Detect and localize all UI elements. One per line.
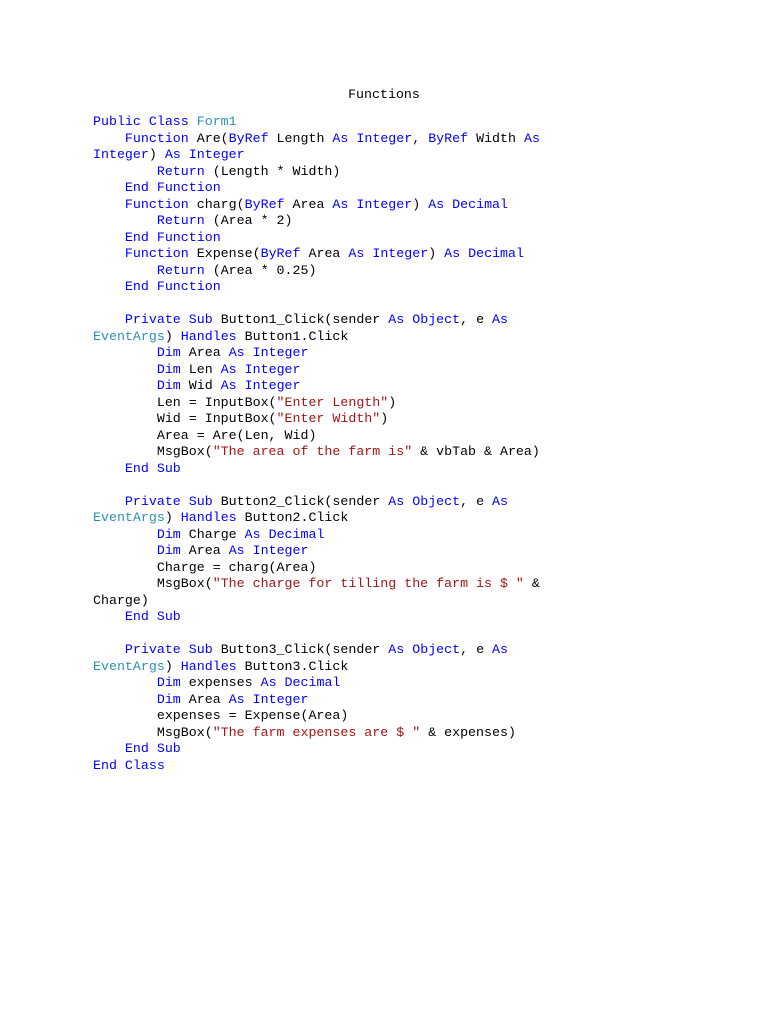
code-text-token <box>93 741 125 756</box>
code-text-token: Are( <box>188 130 229 146</box>
code-line <box>93 725 633 742</box>
keyword-token: Decimal <box>268 526 325 542</box>
code-line <box>93 692 633 709</box>
code-line <box>93 131 633 148</box>
keyword-token: End Function <box>124 279 221 294</box>
type-token: Form1 <box>196 114 237 129</box>
code-text-token: ) <box>164 328 181 344</box>
keyword-token: Dim <box>156 543 181 558</box>
keyword-token: Integer <box>188 147 245 162</box>
code-text-token: (Area * 2) <box>204 213 293 228</box>
keyword-token: Return <box>156 163 205 179</box>
keyword-token: Dim <box>156 345 181 360</box>
code-line <box>93 114 633 131</box>
code-text-token <box>277 675 285 690</box>
code-text-token: ) <box>428 246 445 261</box>
code-text-token: Charge) <box>93 592 149 608</box>
code-text-token: Button2.Click <box>236 510 349 525</box>
keyword-token: As <box>228 345 245 360</box>
code-text-token: ) <box>164 510 181 525</box>
code-text-token <box>93 362 157 377</box>
code-text-token: Len <box>180 361 221 377</box>
code-text-token: charg( <box>188 196 245 212</box>
code-text-token <box>237 378 245 393</box>
code-text-token: Button3_Click(sender <box>212 642 389 657</box>
code-line <box>93 527 633 544</box>
code-text-token: , e <box>460 642 493 657</box>
code-text-token <box>93 527 157 542</box>
code-text-token <box>93 543 157 558</box>
keyword-token: Dim <box>156 361 181 377</box>
code-text-token: Charge <box>180 526 245 542</box>
keyword-token: As <box>164 147 181 162</box>
code-text-token: & expenses) <box>420 724 516 740</box>
code-text-token: (Area * 0.25) <box>204 262 317 278</box>
code-text-token <box>181 312 189 327</box>
keyword-token: As <box>220 361 237 377</box>
code-text-token <box>93 197 125 212</box>
keyword-token: As <box>428 196 445 212</box>
code-text-token <box>245 543 253 558</box>
keyword-token: Return <box>156 262 205 278</box>
keyword-token: Integer <box>356 130 413 146</box>
code-line <box>93 362 633 379</box>
code-text-token: , e <box>460 312 493 327</box>
keyword-token: ByRef <box>244 196 285 212</box>
keyword-token: As <box>244 526 261 542</box>
document-title: Functions <box>348 87 420 102</box>
keyword-token: Decimal <box>452 196 509 212</box>
code-line <box>93 411 633 428</box>
keyword-token: As <box>228 543 245 558</box>
keyword-token: Public Class <box>93 114 197 129</box>
keyword-token: Dim <box>156 378 181 393</box>
string-token: "The farm expenses are $ " <box>212 724 421 740</box>
code-text-token: Button2_Click(sender <box>212 493 389 509</box>
keyword-token: Handles <box>180 658 237 674</box>
code-line <box>93 576 633 593</box>
keyword-token: ByRef <box>260 246 301 261</box>
code-text-token: Area <box>180 345 229 360</box>
code-text-token: Expense( <box>188 246 261 261</box>
code-text-token: expenses = Expense(Area) <box>93 708 349 723</box>
string-token: "Enter Length" <box>276 394 389 410</box>
code-line <box>93 147 633 164</box>
keyword-token: Dim <box>156 691 181 707</box>
code-line <box>93 329 633 346</box>
code-line <box>93 642 633 659</box>
keyword-token: Integer <box>244 361 301 377</box>
code-text-token: Length <box>268 130 333 146</box>
keyword-token: End Sub <box>124 741 181 756</box>
code-text-token <box>93 131 125 146</box>
code-line <box>93 494 633 511</box>
code-line <box>93 444 633 461</box>
code-line <box>93 543 633 560</box>
code-text-token: Button1_Click(sender <box>212 312 389 327</box>
code-text-token: Width <box>468 130 524 146</box>
keyword-token: As <box>492 312 509 327</box>
keyword-token: End Sub <box>124 460 181 476</box>
code-line <box>93 675 633 692</box>
keyword-token: Object <box>412 642 461 657</box>
keyword-token: Integer <box>252 543 309 558</box>
code-line <box>93 263 633 280</box>
keyword-token: ByRef <box>428 130 469 146</box>
keyword-token: End Class <box>93 757 165 773</box>
code-line <box>93 461 633 478</box>
keyword-token: As <box>523 130 540 146</box>
code-text-token: (Length * Width) <box>204 163 341 179</box>
keyword-token: Handles <box>180 328 237 344</box>
code-line <box>93 312 633 329</box>
keyword-token: As <box>332 196 349 212</box>
keyword-token: Handles <box>180 510 237 525</box>
code-text-token: & vbTab & Area) <box>412 444 540 459</box>
code-line <box>93 164 633 181</box>
keyword-token: Function <box>124 246 189 261</box>
code-line <box>93 560 633 577</box>
keyword-token: Integer <box>356 196 413 212</box>
keyword-token: End Function <box>124 229 221 245</box>
keyword-token: As <box>492 642 509 657</box>
code-text-token <box>181 494 189 509</box>
code-line <box>93 428 633 445</box>
keyword-token: Private <box>124 642 181 657</box>
code-text-token: ) <box>164 658 181 674</box>
keyword-token: As <box>260 675 277 690</box>
code-text-token: , e <box>460 493 493 509</box>
keyword-token: Private <box>124 312 181 327</box>
code-line <box>93 741 633 758</box>
code-text-token <box>93 378 157 393</box>
code-text-token <box>93 312 125 327</box>
code-text-token <box>93 180 125 195</box>
code-line <box>93 279 633 296</box>
code-text-token <box>93 230 125 245</box>
code-text-token: MsgBox( <box>93 576 213 591</box>
code-line <box>93 708 633 725</box>
type-token: EventArgs <box>93 510 165 525</box>
code-text-token: Area = Are(Len, Wid) <box>93 427 317 443</box>
code-text-token: Button1.Click <box>236 328 349 344</box>
code-text-token: Charge = charg(Area) <box>93 559 317 575</box>
keyword-token: Function <box>124 196 189 212</box>
code-line <box>93 246 633 263</box>
keyword-token: As <box>388 493 405 509</box>
keyword-token: As <box>220 378 237 393</box>
keyword-token: Function <box>124 130 189 146</box>
code-line <box>93 758 633 775</box>
code-text-token <box>460 246 468 261</box>
keyword-token: Dim <box>156 526 181 542</box>
string-token: "The charge for tilling the farm is $ " <box>212 576 524 591</box>
keyword-token: As <box>348 246 365 261</box>
keyword-token: Sub <box>188 493 213 509</box>
keyword-token: Return <box>156 213 205 228</box>
code-line <box>93 345 633 362</box>
code-text-token: Len = InputBox( <box>93 394 277 410</box>
keyword-token: As <box>332 130 349 146</box>
code-line <box>93 593 633 610</box>
code-text-token: Area <box>300 246 349 261</box>
code-text-token: Area <box>180 691 229 707</box>
keyword-token: Integer <box>252 345 309 360</box>
code-line <box>93 230 633 247</box>
code-text-token <box>93 246 125 261</box>
keyword-token: As <box>388 312 405 327</box>
code-text-token <box>93 213 157 228</box>
code-text-token <box>181 642 189 657</box>
code-text-token <box>93 642 125 657</box>
code-text-token: Button3.Click <box>236 658 349 674</box>
code-text-token <box>444 197 452 212</box>
string-token: "Enter Width" <box>276 411 381 426</box>
type-token: EventArgs <box>93 328 165 344</box>
code-text-token <box>93 164 157 179</box>
code-text-token: Wid = InputBox( <box>93 411 277 426</box>
code-line <box>93 609 633 626</box>
code-line <box>93 378 633 395</box>
keyword-token: End Function <box>124 180 221 195</box>
code-text-token <box>261 527 269 542</box>
code-text-token <box>93 263 157 278</box>
code-text-token <box>245 345 253 360</box>
string-token: "The area of the farm is" <box>212 444 413 459</box>
keyword-token: Sub <box>188 312 213 327</box>
code-line <box>93 197 633 214</box>
code-line <box>93 395 633 412</box>
keyword-token: As <box>444 246 461 261</box>
code-text-token: Wid <box>180 378 221 393</box>
code-listing <box>93 114 633 774</box>
code-line <box>93 296 633 313</box>
keyword-token: As <box>388 642 405 657</box>
code-text-token: ) <box>148 147 165 162</box>
code-text-token: ) <box>412 196 429 212</box>
keyword-token: Decimal <box>468 246 524 261</box>
code-text-token: & <box>523 576 540 591</box>
keyword-token: Decimal <box>284 675 341 690</box>
keyword-token: Integer <box>252 691 309 707</box>
code-text-token: ) <box>388 394 397 410</box>
keyword-token: Dim <box>156 675 181 690</box>
type-token: EventArgs <box>93 658 165 674</box>
code-text-token: MsgBox( <box>93 444 213 459</box>
code-text-token: Area <box>180 543 229 558</box>
code-line <box>93 180 633 197</box>
keyword-token: Sub <box>188 642 213 657</box>
keyword-token: As <box>492 493 509 509</box>
code-text-token <box>93 345 157 360</box>
code-text-token <box>181 147 189 162</box>
code-text-token: MsgBox( <box>93 724 213 740</box>
code-text-token <box>93 692 157 707</box>
code-text-token <box>93 494 125 509</box>
keyword-token: Integer <box>93 147 149 162</box>
keyword-token: Object <box>412 312 461 327</box>
code-text-token <box>93 609 125 624</box>
code-text-token: ) <box>380 411 389 426</box>
code-line <box>93 659 633 676</box>
keyword-token: ByRef <box>228 130 269 146</box>
code-line <box>93 213 633 230</box>
keyword-token: End Sub <box>124 609 181 624</box>
code-text-token: , <box>412 130 429 146</box>
code-line <box>93 510 633 527</box>
code-text-token: Area <box>284 196 333 212</box>
code-text-token <box>245 692 253 707</box>
keyword-token: Integer <box>372 246 429 261</box>
keyword-token: Private <box>124 493 181 509</box>
keyword-token: Integer <box>244 378 301 393</box>
code-text-token <box>93 461 125 476</box>
code-line <box>93 626 633 643</box>
code-line <box>93 477 633 494</box>
code-text-token <box>237 362 245 377</box>
keyword-token: Object <box>412 493 461 509</box>
keyword-token: As <box>228 691 245 707</box>
code-text-token: expenses <box>180 675 261 690</box>
code-text-token <box>93 675 157 690</box>
code-text-token <box>93 279 125 294</box>
